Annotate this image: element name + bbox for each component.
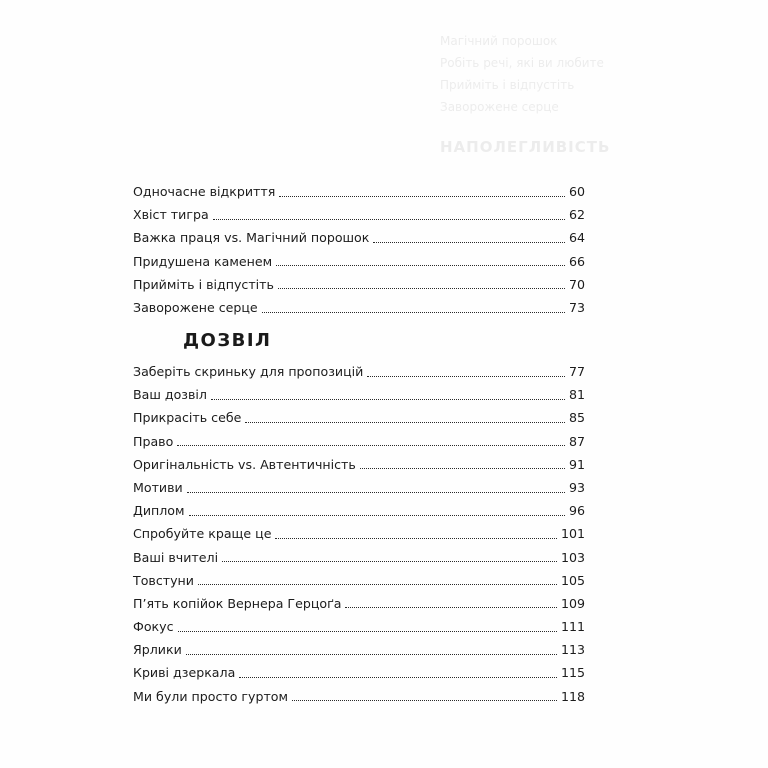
toc-entry[interactable] [133,180,585,203]
toc-section-permission [133,360,585,708]
toc-entry-title: Мотиви [133,479,183,495]
toc-entry[interactable] [133,685,585,708]
toc-entry-title: Фокус [133,619,174,635]
toc-entry[interactable] [133,453,585,476]
toc-entry[interactable] [133,226,585,249]
dot-leader [276,264,565,266]
section-heading-permission: ДОЗВІЛ [183,330,272,351]
ghost-line: Заворожене серце [440,100,559,114]
toc-entry-title: Ми були просто гуртом [133,688,289,704]
toc-entry-page: 115 [560,665,585,681]
toc-entry[interactable] [133,499,585,522]
toc-entry-title: Придушена каменем [133,253,273,269]
dot-leader [367,375,565,377]
dot-leader [345,606,556,608]
toc-entry-page: 87 [568,433,585,449]
dot-leader [178,630,557,632]
toc-entry-page: 66 [568,253,585,269]
toc-entry-title: Заберіть скриньку для пропозицій [133,364,364,379]
dot-leader [262,311,565,313]
toc-entry[interactable] [133,476,585,499]
ghost-line: Магічний порошок [440,34,558,48]
toc-entry[interactable] [133,592,585,615]
toc-entry[interactable] [133,522,585,545]
dot-leader [222,560,557,562]
toc-entry[interactable] [133,638,585,661]
ghost-heading: НАПОЛЕГЛИВІСТЬ [440,138,611,156]
dot-leader [373,241,565,243]
toc-entry-page: 111 [560,619,585,635]
toc-entry-title: Диплом [133,503,185,519]
toc-section-previous [133,180,585,319]
toc-entry-page: 109 [560,595,585,611]
toc-entry-title: Важка праця vs. Магічний порошок [133,230,370,246]
toc-entry-page: 118 [560,688,585,704]
ghost-line: Прийміть і відпустіть [440,78,575,92]
toc-entry-page: 64 [568,230,585,246]
toc-entry-title: Товстуни [133,572,194,588]
toc-entry[interactable] [133,661,585,684]
toc-entry-title: Ваш дозвіл [133,387,207,403]
toc-entry[interactable] [133,250,585,273]
toc-entry-page: 62 [568,207,585,223]
toc-entry[interactable] [133,273,585,296]
toc-entry-page: 93 [568,479,585,495]
toc-entry-title: П’ять копійок Вернера Герцоґа [133,595,342,611]
toc-entry-page: 77 [568,364,585,379]
toc-entry-title: Хвіст тигра [133,207,209,223]
dot-leader [360,467,565,469]
toc-entry-title: Прийміть і відпустіть [133,276,274,292]
toc-entry-page: 70 [568,276,585,292]
toc-entry[interactable] [133,615,585,638]
toc-entry-page: 105 [560,572,585,588]
toc-entry[interactable] [133,406,585,429]
toc-entry-title: Криві дзеркала [133,665,236,681]
dot-leader [187,491,565,493]
toc-entry-page: 81 [568,387,585,403]
toc-entry-title: Одночасне відкриття [133,184,276,199]
toc-entry[interactable] [133,360,585,383]
dot-leader [245,421,565,423]
dot-leader [275,537,556,539]
dot-leader [278,287,565,289]
toc-entry-title: Заворожене серце [133,299,258,315]
dot-leader [186,653,557,655]
toc-entry-title: Право [133,433,174,449]
toc-entry-page: 103 [560,549,585,565]
dot-leader [279,195,565,197]
dot-leader [211,398,565,400]
dot-leader [198,583,557,585]
toc-entry-page: 96 [568,503,585,519]
toc-entry-page: 60 [568,184,585,199]
toc-entry-page: 91 [568,456,585,472]
dot-leader [189,514,565,516]
dot-leader [177,444,565,446]
toc-entry-page: 101 [560,526,585,542]
toc-entry-title: Спробуйте краще це [133,526,272,542]
toc-entry[interactable] [133,569,585,592]
dot-leader [239,676,557,678]
toc-entry[interactable] [133,296,585,319]
dot-leader [292,699,557,701]
toc-entry-title: Ярлики [133,642,182,658]
ghost-line: Робіть речі, які ви любите [440,56,604,70]
toc-entry-title: Оригінальність vs. Автентичність [133,456,356,472]
toc-entry[interactable] [133,383,585,406]
toc-entry[interactable] [133,203,585,226]
toc-entry-title: Прикрасіть себе [133,410,242,426]
toc-entry[interactable] [133,546,585,569]
toc-entry-page: 113 [560,642,585,658]
dot-leader [213,218,565,220]
toc-entry-page: 73 [568,299,585,315]
toc-entry-title: Ваші вчителі [133,549,219,565]
toc-entry-page: 85 [568,410,585,426]
toc-entry[interactable] [133,430,585,453]
